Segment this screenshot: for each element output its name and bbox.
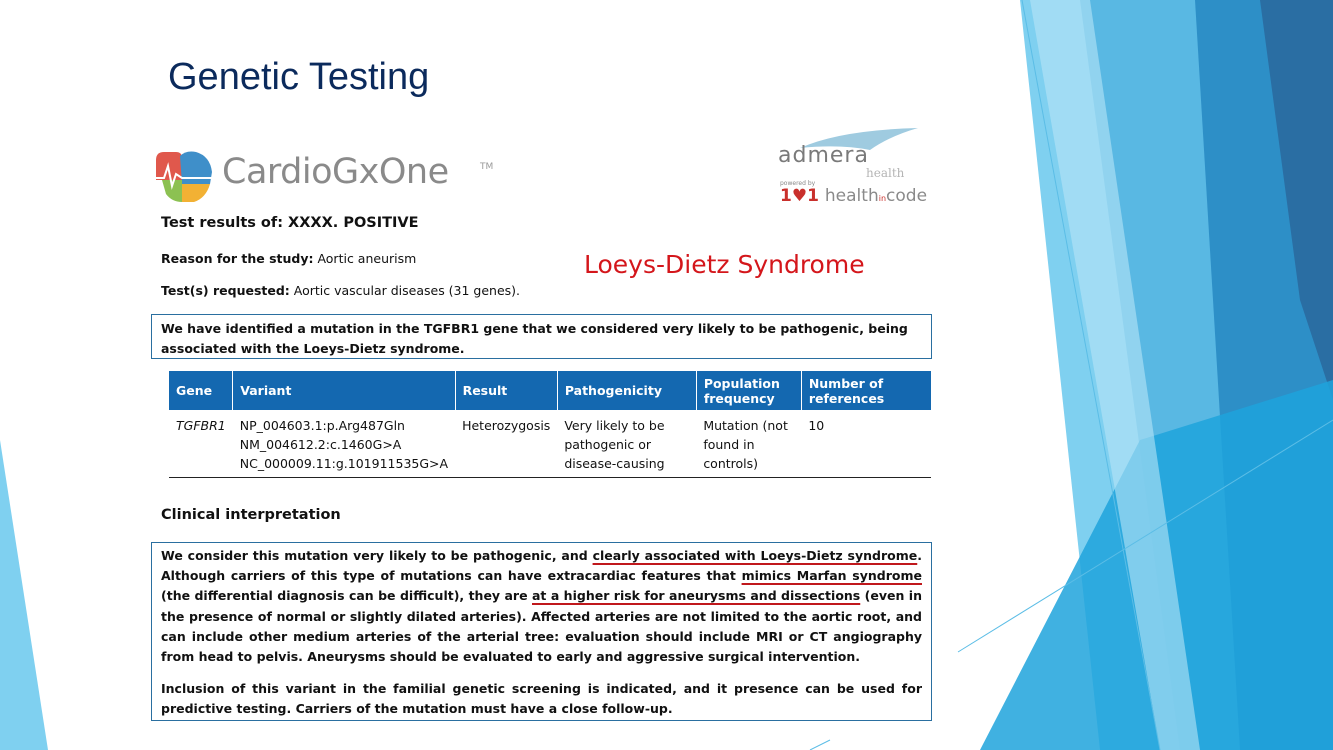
tests-label: Test(s) requested: <box>161 283 290 298</box>
header-result: Result <box>455 371 557 410</box>
header-gene: Gene <box>169 371 233 410</box>
table-row <box>169 410 931 478</box>
slide-title: Genetic Testing <box>168 56 430 98</box>
cell-references: 10 <box>801 410 931 478</box>
clinical-paragraph-2: Inclusion of this variant in the familial genetic screening is indicated, and it presence can be used for predictive testing. Carriers of the mutation must have a close follow-up. <box>161 681 922 717</box>
variant-nm: NM_004612.2:c.1460G>A <box>239 437 402 452</box>
healthincode-mid: in <box>878 194 887 203</box>
tests-value: Aortic vascular diseases (31 genes). <box>289 283 521 298</box>
powered-by-label: powered by <box>780 180 816 187</box>
cardiogxone-logo-text: CardioGxOne <box>222 152 449 192</box>
header-pathogenicity: Pathogenicity <box>557 371 696 410</box>
cell-variant <box>233 410 455 478</box>
highlight-loeys-dietz: clearly associated with Loeys-Dietz syndrome <box>592 548 918 563</box>
cell-frequency: Mutation (not found in controls) <box>696 410 801 478</box>
highlight-risk: at a higher risk for aneurysms and dissections <box>532 588 861 604</box>
summary-box <box>151 314 932 359</box>
clinical-interpretation-box <box>151 542 932 721</box>
reason-label: Reason for the study: <box>161 251 314 266</box>
cardiogxone-tm: TM <box>480 162 494 172</box>
header-number-of-references: Number of references <box>801 371 931 410</box>
admera-logo-sub: health <box>866 166 905 180</box>
cell-pathogenicity: Very likely to be pathogenic or disease-causing <box>557 410 696 478</box>
reason-for-study <box>161 251 416 266</box>
test-results-heading: Test results of: XXXX. POSITIVE <box>161 215 419 231</box>
tests-requested <box>161 283 520 298</box>
summary-text: We have identified a mutation in the TGFBR1 gene that we considered very likely to be pathogenic, being associated with the Loeys-Dietz syndrome. <box>161 321 908 356</box>
admera-logo-text: admera <box>778 143 869 168</box>
header-variant: Variant <box>233 371 455 410</box>
bg-shape-left <box>0 440 48 750</box>
variant-table <box>169 371 931 478</box>
clinical-text: . Although carriers of this type of mutations can have extracardiac features that <box>161 548 922 584</box>
highlight-marfan: mimics Marfan syndrome <box>741 568 922 584</box>
cell-gene: TGFBR1 <box>169 410 233 478</box>
clinical-text: (the differential diagnosis can be difficult), they are <box>161 588 532 604</box>
reason-value: Aortic aneurism <box>313 251 417 266</box>
header-population-frequency: Population frequency <box>696 371 801 410</box>
healthincode-logo <box>780 186 927 206</box>
table-header-row <box>169 371 931 410</box>
clinical-text: (even in the presence of normal or slightly dilated arteries). Affected arteries are not limited to the aortic root, and can include other medium arteries of the arterial tree: evaluation should include MRI or CT angiography from head to pelvis. Aneurysms should be evaluated to early and aggressive surgical intervention. <box>161 588 922 665</box>
healthincode-icon: 1♥1 <box>780 186 819 206</box>
syndrome-label: Loeys-Dietz Syndrome <box>584 250 865 279</box>
clinical-paragraph-1 <box>161 546 922 667</box>
variant-nc: NC_000009.11:g.101911535G>A <box>239 456 449 471</box>
bg-line-3 <box>810 740 830 750</box>
clinical-text: We consider this mutation very likely to be pathogenic, and <box>161 548 593 563</box>
healthincode-end: code <box>886 186 928 206</box>
healthincode-text: health <box>824 186 879 206</box>
clinical-interpretation-heading: Clinical interpretation <box>161 507 341 523</box>
cell-result: Heterozygosis <box>455 410 557 478</box>
variant-np: NP_004603.1:p.Arg487Gln <box>239 418 405 433</box>
